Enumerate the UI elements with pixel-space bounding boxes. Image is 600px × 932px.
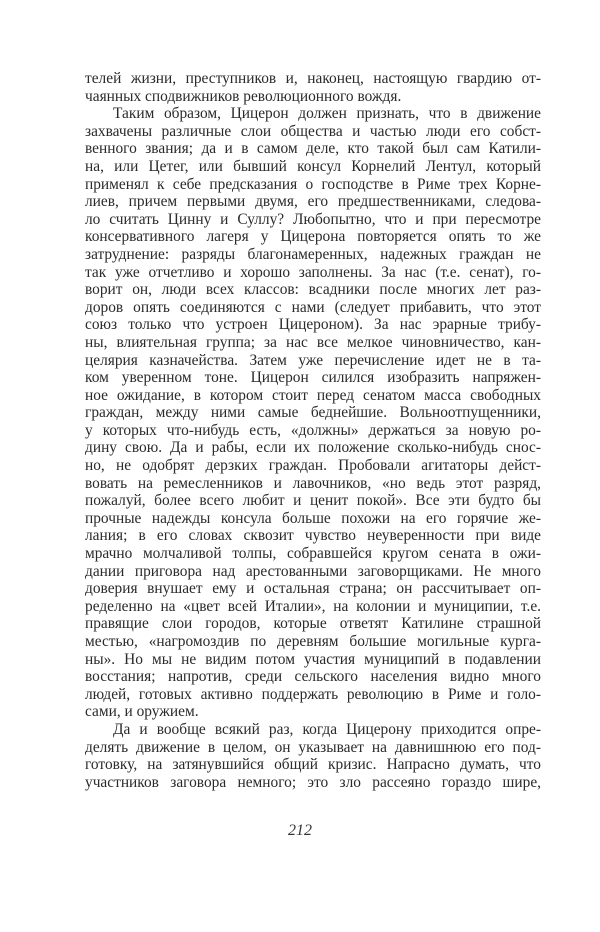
text-line: чаянных сподвижников революционного вождя. xyxy=(85,87,402,105)
text-line: доверия внушает ему и остальная страна; он рассчитывает оп- xyxy=(85,580,541,598)
text-line: людей, готовых активно поддержать революцию в Риме и голо- xyxy=(85,685,541,703)
text-line: сами, и оружием. xyxy=(85,703,199,721)
text-line: доров опять соединяются с нами (следует прибавить, что этот xyxy=(85,298,541,316)
text-line: дину свою. Да и рабы, если их положение сколько-нибудь снос- xyxy=(85,439,541,457)
paragraph xyxy=(85,721,541,791)
text-line: лания; в его словах сквозит чувство неуверенности при виде xyxy=(85,527,541,545)
text-line: на, или Цетег, или бывший консул Корнелий Лентул, который xyxy=(85,157,541,175)
text-line: затруднение: разряды благонамеренных, надежных граждан не xyxy=(85,245,541,263)
text-line: Таким образом, Цицерон должен признать, что в движение xyxy=(113,105,541,123)
text-line: применял к себе предсказания о господстве в Риме трех Корне- xyxy=(85,175,541,193)
text-line: участников заговора немного; это зло рассеяно гораздо шире, xyxy=(85,773,541,791)
text-line: консервативного лагеря у Цицерона повторяется опять то же xyxy=(85,228,541,246)
text-line: лиев, причем первыми двумя, его предшественниками, следова- xyxy=(85,193,541,211)
text-line: но, не одобрят дерзких граждан. Пробовали агитаторы дейст- xyxy=(85,457,541,475)
paragraph xyxy=(85,105,541,721)
page-body xyxy=(85,70,541,791)
text-line: так уже отчетливо и хорошо заполнены. За нас (т.е. сенат), го- xyxy=(85,263,541,281)
paragraph xyxy=(85,70,541,105)
text-line: пожалуй, более всего любит и ценит покой». Все эти будто бы xyxy=(85,492,541,510)
text-line: ны». Но мы не видим потом участия муниципий в подавлении xyxy=(85,650,541,668)
text-line: ное ожидание, в котором стоит перед сенатом масса свободных xyxy=(85,386,541,404)
text-line: дании приговора над арестованными заговорщиками. Не много xyxy=(85,562,541,580)
text-line: захвачены различные слои общества и частью люди его собст- xyxy=(85,122,541,140)
text-line: вовать на ремесленников и лавочников, «но ведь этот разряд, xyxy=(85,474,541,492)
text-line: телей жизни, преступников и, наконец, настоящую гвардию от- xyxy=(85,70,541,87)
text-line: граждан, между ними самые беднейшие. Вольноотпущенники, xyxy=(85,404,541,422)
text-line: восстания; напротив, среди сельского населения видно много xyxy=(85,668,541,686)
text-line: правящие слои городов, которые ответят Катилине страшной xyxy=(85,615,541,633)
text-line: ворит он, люди всех классов: всадники после многих лет раз- xyxy=(85,281,541,299)
text-line: ком уверенном тоне. Цицерон силился изобразить напряжен- xyxy=(85,369,541,387)
text-line: делять движение в целом, он указывает на давнишнюю его под- xyxy=(85,738,541,756)
text-line: готовку, на затянувшийся общий кризис. Напрасно думать, что xyxy=(85,756,541,774)
text-line: целярия казначейства. Затем уже перечисление идет не в та- xyxy=(85,351,541,369)
text-line: местью, «нагромоздив по деревням большие могильные курга- xyxy=(85,633,541,650)
text-line: ределенно на «цвет всей Италии», на колонии и муниципии, т.е. xyxy=(85,597,541,615)
text-line: ло считать Цинну и Суллу? Любопытно, что и при пересмотре xyxy=(85,210,541,228)
text-line: венного звания; да и в самом деле, кто такой был сам Катили- xyxy=(85,140,541,158)
text-line: ны, влиятельная группа; за нас все мелкое чиновничество, кан- xyxy=(85,333,541,351)
text-line: мрачно молчаливой толпы, собравшейся кругом сената в ожи- xyxy=(85,545,541,563)
page-number: 212 xyxy=(288,822,312,839)
text-line: у которых что-нибудь есть, «должны» держаться за новую ро- xyxy=(85,421,541,439)
text-line: союз только что устроен Цицероном). За нас эрарные трибу- xyxy=(85,316,541,334)
text-line: прочные надежды консула больше похожи на его горячие же- xyxy=(85,509,541,527)
text-line: Да и вообще всякий раз, когда Цицерону приходится опре- xyxy=(113,720,541,738)
